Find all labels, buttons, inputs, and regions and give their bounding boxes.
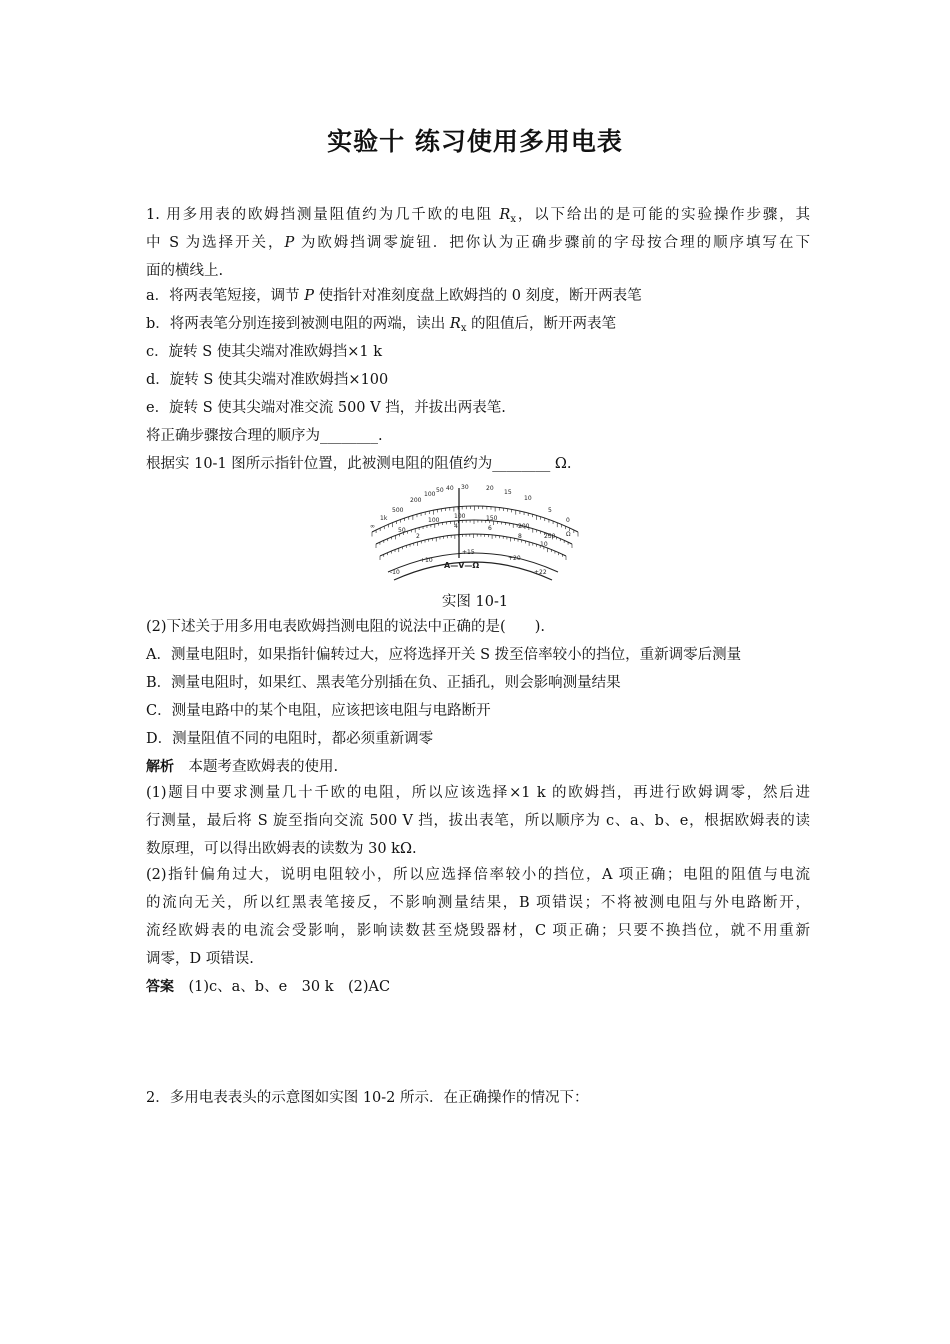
analysis-p1-line-3: 数原理，可以得出欧姆表的读数为 30 kΩ.: [146, 841, 417, 857]
analysis-heading: 解析 本题考查欧姆表的使用.: [146, 759, 339, 775]
ac-tick-label: 6: [488, 525, 492, 532]
ohm-tick-label: 0: [566, 517, 570, 524]
dc-tick-label: 50: [398, 527, 406, 534]
ohm-tick-label: 30: [461, 484, 469, 491]
answer: 答案 (1)c、a、b、e 30 k (2)AC: [146, 979, 391, 995]
option-c: C．测量电路中的某个电阻，应该把该电阻与电路断开: [146, 703, 491, 719]
q1-reading-blank: 根据实 10-1 图所示指针位置，此被测电阻的阻值约为________ Ω.: [146, 456, 572, 472]
ohm-unit-label: Ω: [566, 531, 571, 538]
option-b: B．测量电阻时，如果红、黑表笔分别插在负、正插孔，则会影响测量结果: [146, 675, 621, 691]
ohm-tick-label: 20: [486, 485, 494, 492]
ohm-tick-label: 15: [504, 489, 512, 496]
ac-tick-label: 8: [518, 533, 522, 540]
ohm-tick-label: 5: [548, 507, 552, 514]
q1-step-b: b．将两表笔分别连接到被测电阻的两端，读出 $R_x$ 的阻值后，断开两表笔: [146, 316, 617, 334]
analysis-p1-line-2: 行测量，最后将 S 旋至指向交流 500 V 挡，拔出表笔，所以顺序为 c、a、b、e，根据欧姆表的读: [146, 813, 810, 829]
ac-tick-label: 2: [416, 533, 420, 540]
multimeter-dial-figure: [358, 482, 590, 586]
q1-step-d: d．旋转 S 使其尖端对准欧姆挡×100: [146, 372, 389, 388]
db-tick-label: +22: [534, 569, 547, 576]
ac-tick-label: 4: [454, 523, 458, 530]
ohm-tick-label: 1k: [380, 515, 388, 522]
q1-line-2: 中 S 为选择开关，P 为欧姆挡调零旋钮．把你认为正确步骤前的字母按合理的顺序填写在下: [146, 235, 811, 251]
dc-tick-label: 100: [454, 513, 466, 520]
ohm-tick-label: 200: [410, 497, 422, 504]
figure-caption: 实图 10-1: [441, 594, 509, 610]
analysis-p2-line-2: 的流向无关，所以红黑表笔接反，不影响测量结果，B 项错误；不将被测电阻与外电路断开，: [146, 895, 810, 911]
db-tick-label: +10: [420, 557, 433, 564]
analysis-p1-line-1: (1)题目中要求测量几十千欧的电阻，所以应该选择×1 k 的欧姆挡，再进行欧姆调零，然后进: [146, 785, 810, 801]
db-tick-label: +20: [508, 555, 521, 562]
analysis-p2-line-3: 流经欧姆表的电流会受影响，影响读数甚至烧毁器材，C 项正确；只要不换挡位，就不用重新: [146, 923, 810, 939]
ohm-tick-label: 10: [524, 495, 532, 502]
dc-tick-label: 200: [518, 523, 530, 530]
q1-line-3: 面的横线上.: [146, 263, 224, 279]
db-tick-label: +15: [462, 549, 475, 556]
q1-step-c: c．旋转 S 使其尖端对准欧姆挡×1 k: [146, 344, 383, 360]
ohm-tick-label: 100: [424, 491, 436, 498]
analysis-p2-line-4: 调零，D 项错误.: [146, 951, 254, 967]
ohm-tick-label: 500: [392, 507, 404, 514]
analysis-p2-line-1: (2)指针偏角过大，说明电阻较小，所以应选择倍率较小的挡位，A 项正确；电阻的阻值与电流: [146, 867, 810, 883]
q1-order-blank: 将正确步骤按合理的顺序为________.: [146, 428, 383, 444]
dc-tick-label: 100: [428, 517, 440, 524]
q1-step-e: e．旋转 S 使其尖端对准交流 500 V 挡，并拔出两表笔.: [146, 400, 506, 416]
dc-tick-label: 250: [544, 533, 556, 540]
q1-step-a: a．将两表笔短接，调节 P 使指针对准刻度盘上欧姆挡的 0 刻度，断开两表笔: [146, 288, 642, 304]
option-d: D．测量阻值不同的电阻时，都必须重新调零: [146, 731, 434, 747]
q1-line-1: 1. 用多用表的欧姆挡测量阻值约为几千欧的电阻 $R_x$，以下给出的是可能的实验操作步骤，其: [146, 207, 811, 225]
dc-tick-label: 150: [486, 515, 498, 522]
option-a: A．测量电阻时，如果指针偏转过大，应将选择开关 S 拨至倍率较小的挡位，重新调零后测量: [146, 647, 742, 663]
db-tick-label: -10: [390, 569, 400, 576]
ac-tick-label: 10: [540, 541, 548, 548]
ohm-infinity-label: ∞: [370, 523, 375, 530]
ohm-tick-label: 40: [446, 485, 454, 492]
q2-stem: 2．多用电表表头的示意图如实图 10-2 所示．在正确操作的情况下：: [146, 1090, 589, 1106]
meter-label: A—V—Ω: [444, 561, 480, 570]
page-title: 实验十 练习使用多用电表: [327, 127, 623, 156]
q1-2-stem: (2)下述关于用多用电表欧姆挡测电阻的说法中正确的是( ).: [146, 619, 545, 635]
ohm-tick-label: 50: [436, 487, 444, 494]
